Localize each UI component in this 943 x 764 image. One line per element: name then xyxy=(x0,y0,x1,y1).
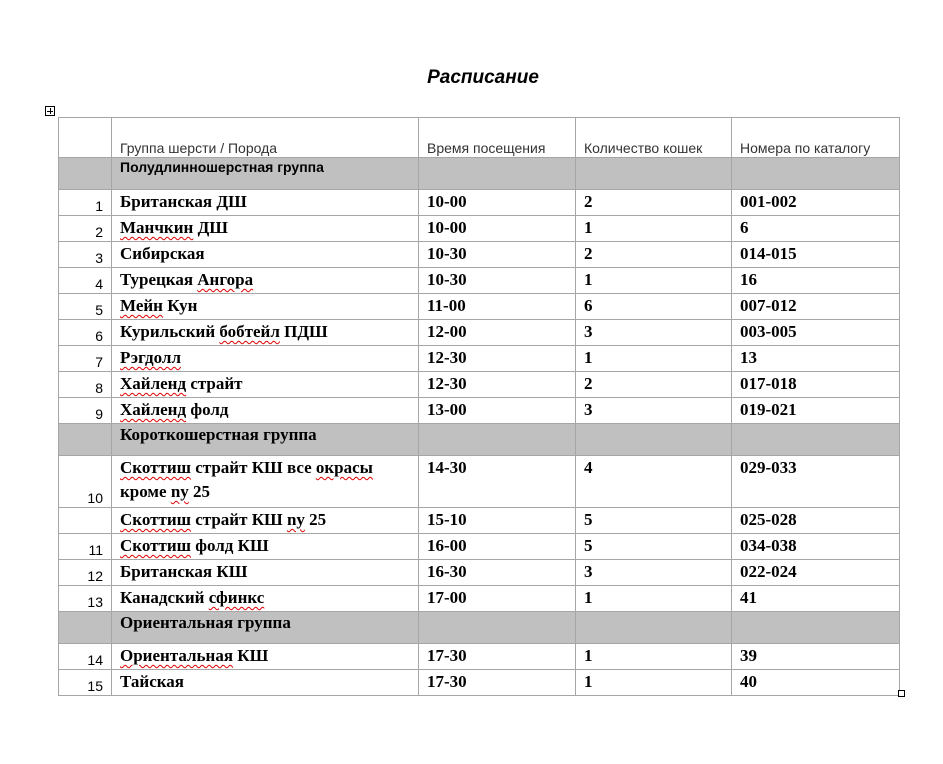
group-count-cell xyxy=(576,424,732,456)
header-count: Количество кошек xyxy=(576,118,732,158)
row-number: 5 xyxy=(59,294,112,320)
spellcheck-word: ny xyxy=(286,510,305,529)
cat-count: 1 xyxy=(576,670,732,696)
breed-name: Тайская xyxy=(112,670,419,696)
row-number: 4 xyxy=(59,268,112,294)
spellcheck-word: окрасы xyxy=(315,458,373,477)
table-row xyxy=(59,242,900,268)
catalog-numbers: 40 xyxy=(732,670,900,696)
catalog-numbers: 014-015 xyxy=(732,242,900,268)
header-catalog: Номера по каталогу xyxy=(732,118,900,158)
row-number: 2 xyxy=(59,216,112,242)
group-count-cell xyxy=(576,612,732,644)
spellcheck-word: Манчкин xyxy=(120,218,194,237)
breed-name: Курильский бобтейл ПДШ xyxy=(112,320,419,346)
spellcheck-word: Скоттиш xyxy=(120,458,191,477)
visit-time: 10-30 xyxy=(419,242,576,268)
cat-count: 1 xyxy=(576,586,732,612)
group-row xyxy=(59,612,900,644)
table-row xyxy=(59,216,900,242)
breed-name: Сибирская xyxy=(112,242,419,268)
table-row xyxy=(59,560,900,586)
header-breed: Группа шерсти / Порода xyxy=(112,118,419,158)
breed-name xyxy=(112,346,419,372)
group-time-cell xyxy=(419,424,576,456)
catalog-numbers: 007-012 xyxy=(732,294,900,320)
table-row xyxy=(59,320,900,346)
group-catalog-cell xyxy=(732,612,900,644)
group-index-cell xyxy=(59,424,112,456)
group-name: Короткошерстная группа xyxy=(112,424,419,456)
row-number: 9 xyxy=(59,398,112,424)
breed-name: Британская ДШ xyxy=(112,190,419,216)
visit-time: 12-30 xyxy=(419,372,576,398)
table-row xyxy=(59,534,900,560)
breed-name: Канадский сфинкс xyxy=(112,586,419,612)
cat-count: 3 xyxy=(576,560,732,586)
row-number: 14 xyxy=(59,644,112,670)
row-number: 15 xyxy=(59,670,112,696)
spellcheck-word: Скоттиш xyxy=(120,536,191,555)
row-number xyxy=(59,508,112,534)
schedule-table xyxy=(58,117,900,696)
catalog-numbers: 034-038 xyxy=(732,534,900,560)
breed-name: Турецкая Ангора xyxy=(112,268,419,294)
table-row xyxy=(59,372,900,398)
table-row xyxy=(59,586,900,612)
breed-name: Скоттиш страйт КШ ny 25 xyxy=(112,508,419,534)
group-catalog-cell xyxy=(732,424,900,456)
breed-name: Ориентальная КШ xyxy=(112,644,419,670)
group-row xyxy=(59,158,900,190)
visit-time: 10-30 xyxy=(419,268,576,294)
group-name: Полудлинношерстная группа xyxy=(112,158,419,190)
visit-time: 15-10 xyxy=(419,508,576,534)
visit-time: 17-30 xyxy=(419,670,576,696)
cat-count: 1 xyxy=(576,268,732,294)
spellcheck-word: бобтейл xyxy=(219,322,280,341)
group-index-cell xyxy=(59,612,112,644)
breed-name: Скоттиш страйт КШ все окрасы кроме ny 25 xyxy=(112,456,419,508)
table-row xyxy=(59,294,900,320)
visit-time: 14-30 xyxy=(419,456,576,508)
row-number: 13 xyxy=(59,586,112,612)
spellcheck-word: Ангора xyxy=(197,270,254,289)
table-row xyxy=(59,268,900,294)
cat-count: 5 xyxy=(576,534,732,560)
cat-count: 1 xyxy=(576,216,732,242)
spellcheck-word: Мейн xyxy=(120,296,163,315)
visit-time: 16-30 xyxy=(419,560,576,586)
cat-count: 1 xyxy=(576,346,732,372)
table-move-handle-icon[interactable] xyxy=(45,106,55,116)
table-row xyxy=(59,456,900,508)
spellcheck-word: сфинкс xyxy=(208,588,265,607)
cat-count: 5 xyxy=(576,508,732,534)
cat-count: 2 xyxy=(576,190,732,216)
breed-name: Мейн Кун xyxy=(112,294,419,320)
row-number: 11 xyxy=(59,534,112,560)
cat-count: 4 xyxy=(576,456,732,508)
catalog-numbers: 6 xyxy=(732,216,900,242)
cat-count: 3 xyxy=(576,320,732,346)
cat-count: 2 xyxy=(576,242,732,268)
visit-time: 10-00 xyxy=(419,216,576,242)
table-row xyxy=(59,346,900,372)
breed-name: Манчкин ДШ xyxy=(112,216,419,242)
table-row xyxy=(59,670,900,696)
breed-name: Скоттиш фолд КШ xyxy=(112,534,419,560)
visit-time: 11-00 xyxy=(419,294,576,320)
visit-time: 10-00 xyxy=(419,190,576,216)
catalog-numbers: 001-002 xyxy=(732,190,900,216)
catalog-numbers: 39 xyxy=(732,644,900,670)
row-number: 7 xyxy=(59,346,112,372)
group-count-cell xyxy=(576,158,732,190)
row-number: 1 xyxy=(59,190,112,216)
catalog-numbers: 029-033 xyxy=(732,456,900,508)
header-time: Время посещения xyxy=(419,118,576,158)
visit-time: 17-00 xyxy=(419,586,576,612)
visit-time: 16-00 xyxy=(419,534,576,560)
group-time-cell xyxy=(419,158,576,190)
table-row xyxy=(59,644,900,670)
table-header-row xyxy=(59,118,900,158)
document-title: Расписание xyxy=(427,67,539,88)
catalog-numbers: 025-028 xyxy=(732,508,900,534)
group-row xyxy=(59,424,900,456)
breed-name: Хайленд страйт xyxy=(112,372,419,398)
catalog-numbers: 41 xyxy=(732,586,900,612)
breed-name: Хайленд фолд xyxy=(112,398,419,424)
table-row xyxy=(59,508,900,534)
cat-count: 6 xyxy=(576,294,732,320)
cat-count: 3 xyxy=(576,398,732,424)
catalog-numbers: 003-005 xyxy=(732,320,900,346)
row-number: 10 xyxy=(59,456,112,508)
header-index xyxy=(59,118,112,158)
catalog-numbers: 022-024 xyxy=(732,560,900,586)
spellcheck-word: Хайленд xyxy=(120,374,187,393)
group-time-cell xyxy=(419,612,576,644)
group-name: Ориентальная группа xyxy=(112,612,419,644)
row-number: 6 xyxy=(59,320,112,346)
group-catalog-cell xyxy=(732,158,900,190)
spellcheck-word: Хайленд xyxy=(120,400,187,419)
visit-time: 12-30 xyxy=(419,346,576,372)
table-row xyxy=(59,398,900,424)
catalog-numbers: 019-021 xyxy=(732,398,900,424)
spellcheck-word: ny xyxy=(170,482,189,501)
row-number: 3 xyxy=(59,242,112,268)
row-number: 8 xyxy=(59,372,112,398)
cat-count: 2 xyxy=(576,372,732,398)
table-resize-handle-icon[interactable] xyxy=(898,690,905,697)
spellcheck-word: Скоттиш xyxy=(120,510,191,529)
visit-time: 13-00 xyxy=(419,398,576,424)
breed-name: Британская КШ xyxy=(112,560,419,586)
row-number: 12 xyxy=(59,560,112,586)
group-index-cell xyxy=(59,158,112,190)
catalog-numbers: 017-018 xyxy=(732,372,900,398)
table-row xyxy=(59,190,900,216)
spellcheck-word: Рэгдолл xyxy=(120,348,181,367)
visit-time: 17-30 xyxy=(419,644,576,670)
spellcheck-word: Ориентальная xyxy=(120,646,234,665)
catalog-numbers: 13 xyxy=(732,346,900,372)
catalog-numbers: 16 xyxy=(732,268,900,294)
cat-count: 1 xyxy=(576,644,732,670)
visit-time: 12-00 xyxy=(419,320,576,346)
